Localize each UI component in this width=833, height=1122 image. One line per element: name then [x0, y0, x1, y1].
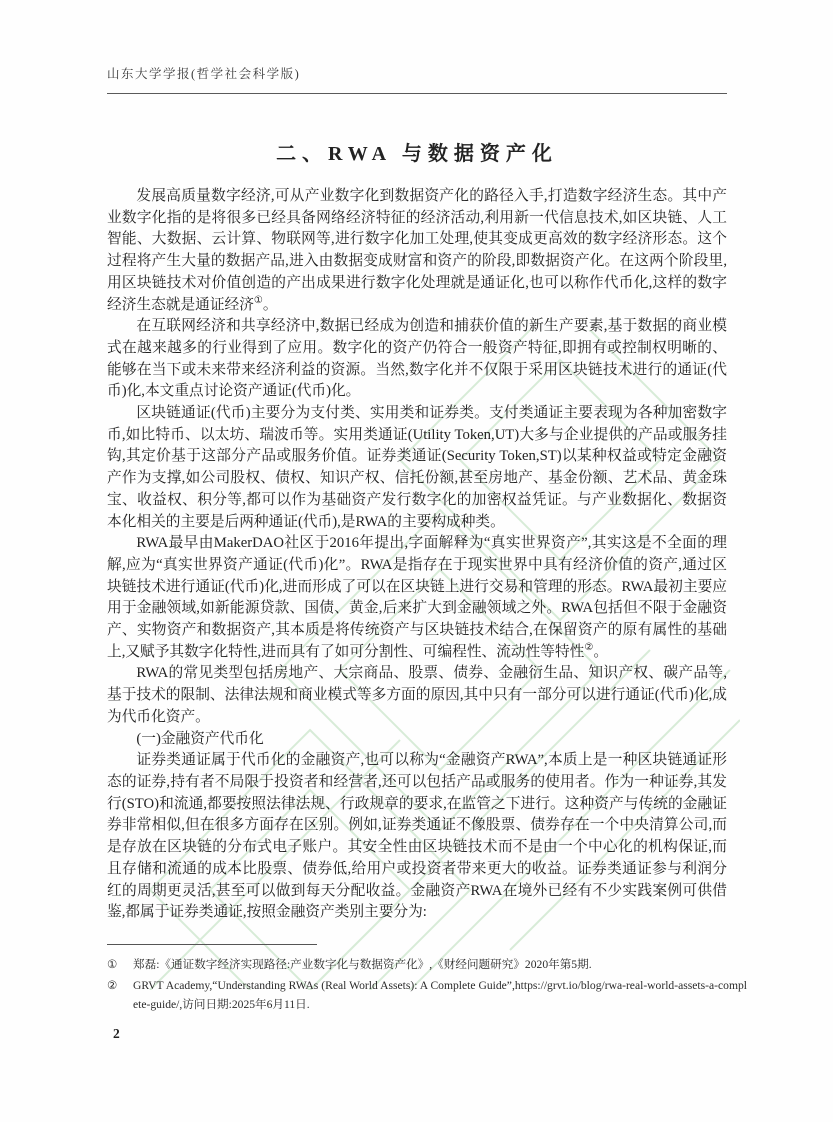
- footnote-item: [107, 955, 747, 975]
- footnote-item: [107, 976, 747, 1015]
- footnote-reference: ②: [584, 641, 594, 653]
- footnote-marker: ①: [107, 958, 118, 971]
- footnote-reference: ①: [253, 294, 263, 306]
- body-paragraph: RWA最早由MakerDAO社区于2016年提出,字面解释为“真实世界资产”,其实这是不全面的理解,应为“真实世界资产通证(代币)化”。RWA是指存在于现实世界中具有经济价值的资产,通过区块链技术进行通证(代币)化,进而形成了可以在区块链上进行交易和管理的形态。RWA最初主要应用于金融领域,如新能源贷款、国债、黄金,后来扩大到金融领域之外。RWA包括但不限于金融资产、实物资产和数据资产,其本质是将传统资产与区块链技术结合,在保留资产的原有属性的基础上,又赋予其数字化特性,进而具有了如可分割性、可编程性、流动性等特性②。: [107, 535, 727, 660]
- header-divider: [107, 93, 727, 94]
- page-number: 2: [113, 1026, 120, 1041]
- section-title: 二、RWA 与数据资产化: [276, 143, 558, 165]
- footnote-marker: ②: [107, 978, 118, 992]
- footnote-text: GRVT Academy,“Understanding RWAs (Real World Assets): A Complete Guide”,https://grvt.io/blog/rwa-real-world-assets-a-complete-guide/,访问日期:2025年6月11日.: [133, 978, 747, 1011]
- body-paragraph: 证券类通证属于代币化的金融资产,也可以称为“金融资产RWA”,本质上是一种区块链通证形态的证券,持有者不局限于投资者和经营者,还可以包括产品或服务的使用者。作为一种证券,其发行(STO)和流通,都要按照法律法规、行政规章的要求,在监管之下进行。这种资产与传统的金融证券非常相似,但在很多方面存在区别。例如,证券类通证不像股票、债券存在一个中央清算公司,而是存放在区块链的分布式电子账户。其安全性由区块链技术而不是由一个中心化的机构保证,而且存储和流通的成本比股票、债券低,给用户或投资者带来更大的收益。证券类通证参与利润分红的周期更灵活,甚至可以做到每天分配收益。金融资产RWA在境外已经有不少实践案例可供借鉴,都属于证券类通证,按照金融资产类别主要分为:: [107, 752, 727, 921]
- body-paragraph: 发展高质量数字经济,可从产业数字化到数据资产化的路径入手,打造数字经济生态。其中产业数字化指的是将很多已经具备网络经济特征的经济活动,利用新一代信息技术,如区块链、人工智能、大数据、云计算、物联网等,进行数字化加工处理,使其变成更高效的数字经济形态。这个过程将产生大量的数据产品,进入由数据变成财富和资产的阶段,即数据资产化。在这两个阶段里,用区块链技术对价值创造的产出成果进行数字化处理就是通证化,也可以称作代币化,这样的数字经济生态就是通证经济①。: [107, 188, 727, 313]
- footnote-divider: [107, 944, 317, 945]
- subsection-heading: (一)金融资产代币化: [136, 730, 264, 747]
- body-paragraph: 区块链通证(代币)主要分为支付类、实用类和证券类。支付类通证主要表现为各种加密数字币,如比特币、以太坊、瑞波币等。实用类通证(Utility Token,UT)大多与企业提供的产品或服务挂钩,其定价基于这部分产品或服务价值。证券类通证(Security Token,ST)以某种权益或特定金融资产作为支撑,如公司股权、债权、知识产权、信托份额,甚至房地产、基金份额、艺术品、黄金珠宝、收益权、积分等,都可以作为基础资产发行数字化的加密权益凭证。与产业数据化、数据资本化相关的主要是后两种通证(代币),是RWA的主要构成种类。: [107, 405, 727, 530]
- footnote-text: 郑磊:《通证数字经济实现路径:产业数字化与数据资产化》,《财经问题研究》2020年第5期.: [133, 958, 592, 971]
- footnote-list: [107, 955, 747, 1015]
- body-paragraph: RWA的常见类型包括房地产、大宗商品、股票、债券、金融衍生品、知识产权、碳产品等,基于技术的限制、法律法规和商业模式等多方面的原因,其中只有一部分可以进行通证(代币)化,成为代币化资产。: [107, 665, 727, 725]
- body-paragraph: 在互联网经济和共享经济中,数据已经成为创造和捕获价值的新生产要素,基于数据的商业模式在越来越多的行业得到了应用。数字化的资产仍符合一般资产特征,即拥有或控制权明晰的、能够在当下或未来带来经济利益的资源。当然,数字化并不仅限于采用区块链技术进行的通证(代币)化,本文重点讨论资产通证(代币)化。: [107, 318, 727, 400]
- footnotes-section: [107, 944, 747, 1016]
- journal-name: 山东大学学报(哲学社会科学版): [107, 67, 301, 81]
- article-body: [107, 186, 727, 924]
